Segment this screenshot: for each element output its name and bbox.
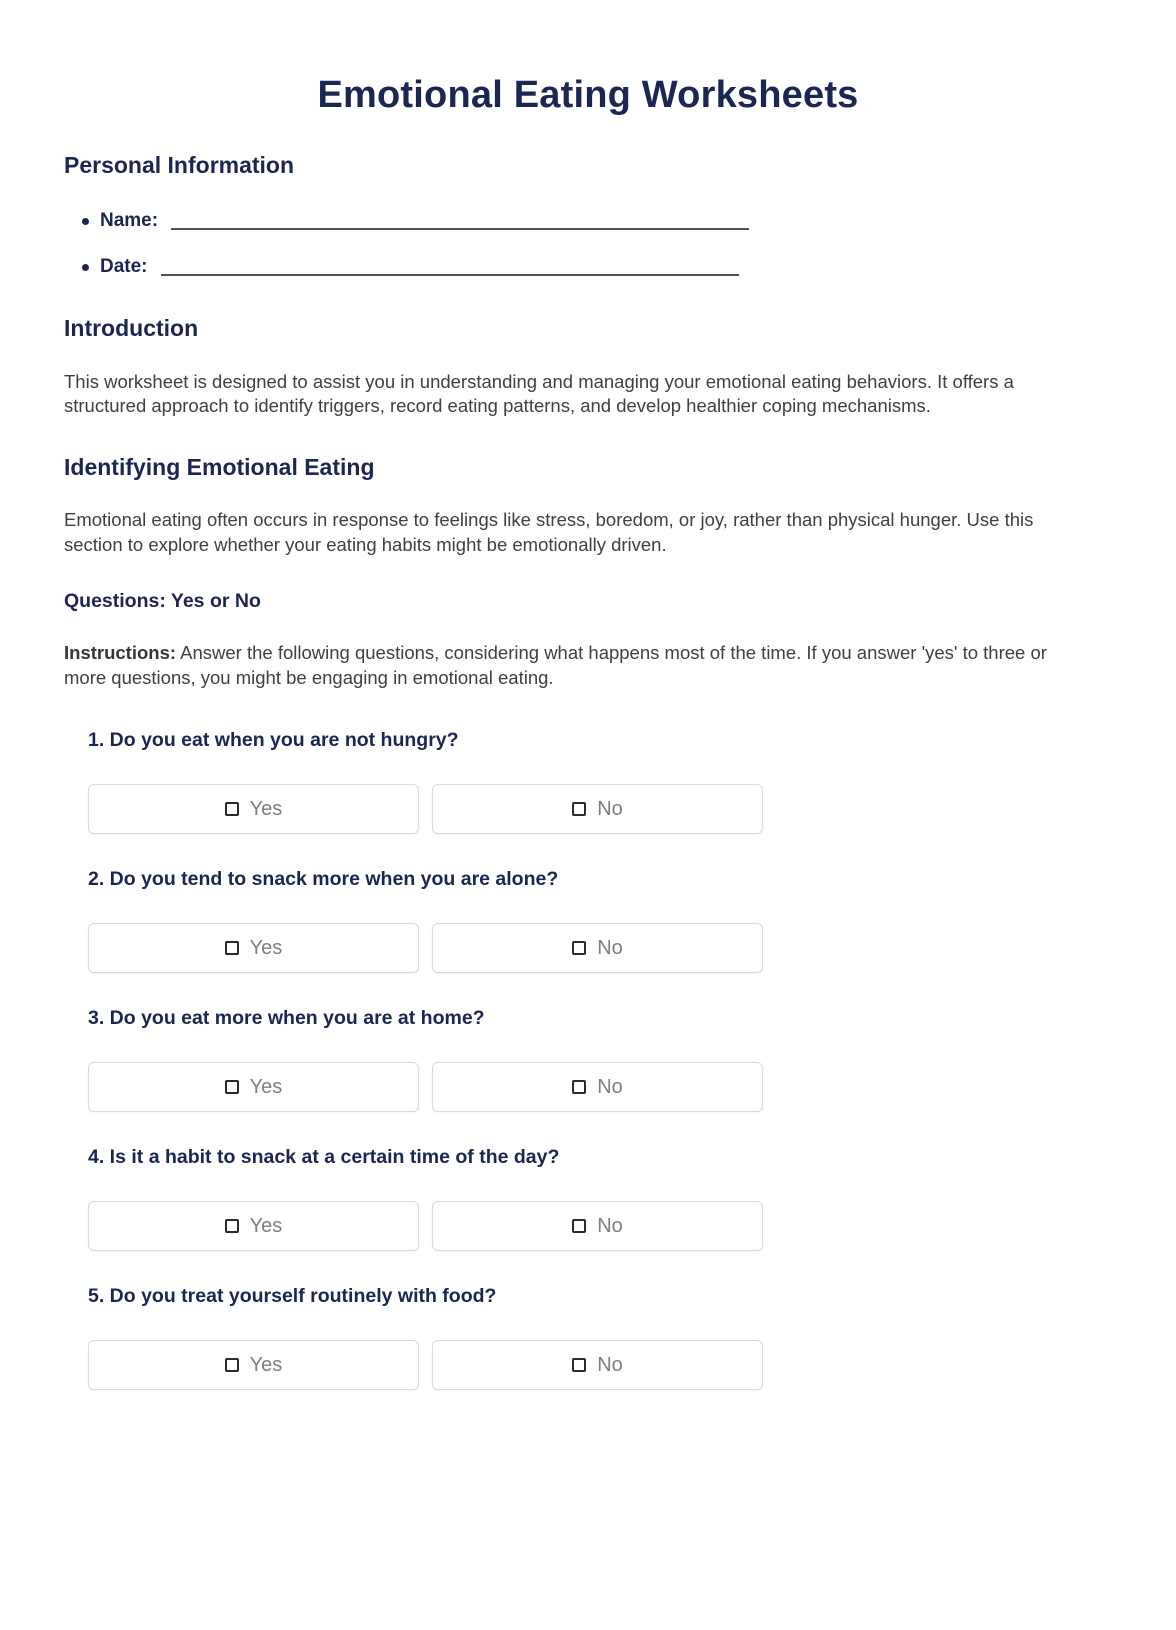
yes-option-label: Yes — [249, 1354, 283, 1377]
identifying-text: Emotional eating often occurs in response to feelings like stress, boredom, or joy, rather than physical hunger. Use this section to explore whether your eating habits might be emotionally driven. — [64, 509, 1034, 556]
introduction-heading: Introduction — [64, 314, 199, 341]
question-3-yes-option[interactable] — [88, 1062, 419, 1112]
no-option-label: No — [597, 1354, 623, 1377]
question-5-label: 5. Do you treat yourself routinely with food? — [88, 1285, 497, 1308]
instructions-body: Answer the following questions, considering what happens most of the time. If you answer 'yes' to three or more questions, you might be engaging in emotional eating. — [64, 641, 1047, 688]
instructions-label: Instructions: — [64, 641, 177, 663]
checkbox-icon[interactable] — [572, 1080, 586, 1094]
date-label: Date: — [100, 255, 148, 277]
name-label: Name: — [100, 209, 159, 231]
question-3-no-option[interactable] — [432, 1062, 763, 1112]
question-4-yes-option[interactable] — [88, 1201, 419, 1251]
question-5-yes-option[interactable] — [88, 1340, 419, 1390]
instructions-text — [64, 641, 1084, 690]
question-2-choices — [88, 923, 1112, 973]
bullet-icon — [82, 218, 89, 225]
no-option-label: No — [597, 798, 623, 821]
checkbox-icon[interactable] — [225, 941, 239, 955]
yes-option-label: Yes — [249, 798, 283, 821]
checkbox-icon[interactable] — [225, 1219, 239, 1233]
question-5-choices — [88, 1340, 1112, 1390]
questions-subheading: Questions: Yes or No — [64, 589, 261, 612]
question-1-label: 1. Do you eat when you are not hungry? — [88, 729, 459, 752]
checkbox-icon[interactable] — [225, 1080, 239, 1094]
question-1-no-option[interactable] — [432, 784, 763, 834]
bullet-icon — [82, 264, 89, 271]
personal-information-heading: Personal Information — [64, 152, 295, 178]
question-1-choices — [88, 784, 1112, 834]
checkbox-icon[interactable] — [572, 802, 586, 816]
checkbox-icon[interactable] — [572, 941, 586, 955]
checkbox-icon[interactable] — [225, 802, 239, 816]
question-2-yes-option[interactable] — [88, 923, 419, 973]
name-input-line[interactable] — [171, 210, 749, 230]
page-title: Emotional Eating Worksheets — [317, 74, 859, 116]
identifying-heading: Identifying Emotional Eating — [64, 453, 375, 480]
no-option-label: No — [597, 1076, 623, 1099]
yes-option-label: Yes — [249, 1076, 283, 1099]
checkbox-icon[interactable] — [225, 1358, 239, 1372]
checkbox-icon[interactable] — [572, 1358, 586, 1372]
yes-option-label: Yes — [249, 937, 283, 960]
date-field-row — [82, 254, 1112, 280]
question-5-no-option[interactable] — [432, 1340, 763, 1390]
no-option-label: No — [597, 937, 623, 960]
question-2-no-option[interactable] — [432, 923, 763, 973]
introduction-text: This worksheet is designed to assist you in understanding and managing your emotional eating behaviors. It offers a structured approach to identify triggers, record eating patterns, and develop healthier coping mechanisms. — [64, 370, 1014, 417]
question-4-no-option[interactable] — [432, 1201, 763, 1251]
question-2-label: 2. Do you tend to snack more when you are alone? — [88, 868, 559, 891]
personal-information-list — [64, 208, 1112, 280]
date-input-line[interactable] — [161, 256, 739, 276]
name-field-row — [82, 208, 1112, 234]
question-3-choices — [88, 1062, 1112, 1112]
question-1-yes-option[interactable] — [88, 784, 419, 834]
question-3-label: 3. Do you eat more when you are at home? — [88, 1007, 485, 1030]
checkbox-icon[interactable] — [572, 1219, 586, 1233]
yes-option-label: Yes — [249, 1215, 283, 1238]
question-4-choices — [88, 1201, 1112, 1251]
no-option-label: No — [597, 1215, 623, 1238]
question-4-label: 4. Is it a habit to snack at a certain time of the day? — [88, 1146, 560, 1169]
